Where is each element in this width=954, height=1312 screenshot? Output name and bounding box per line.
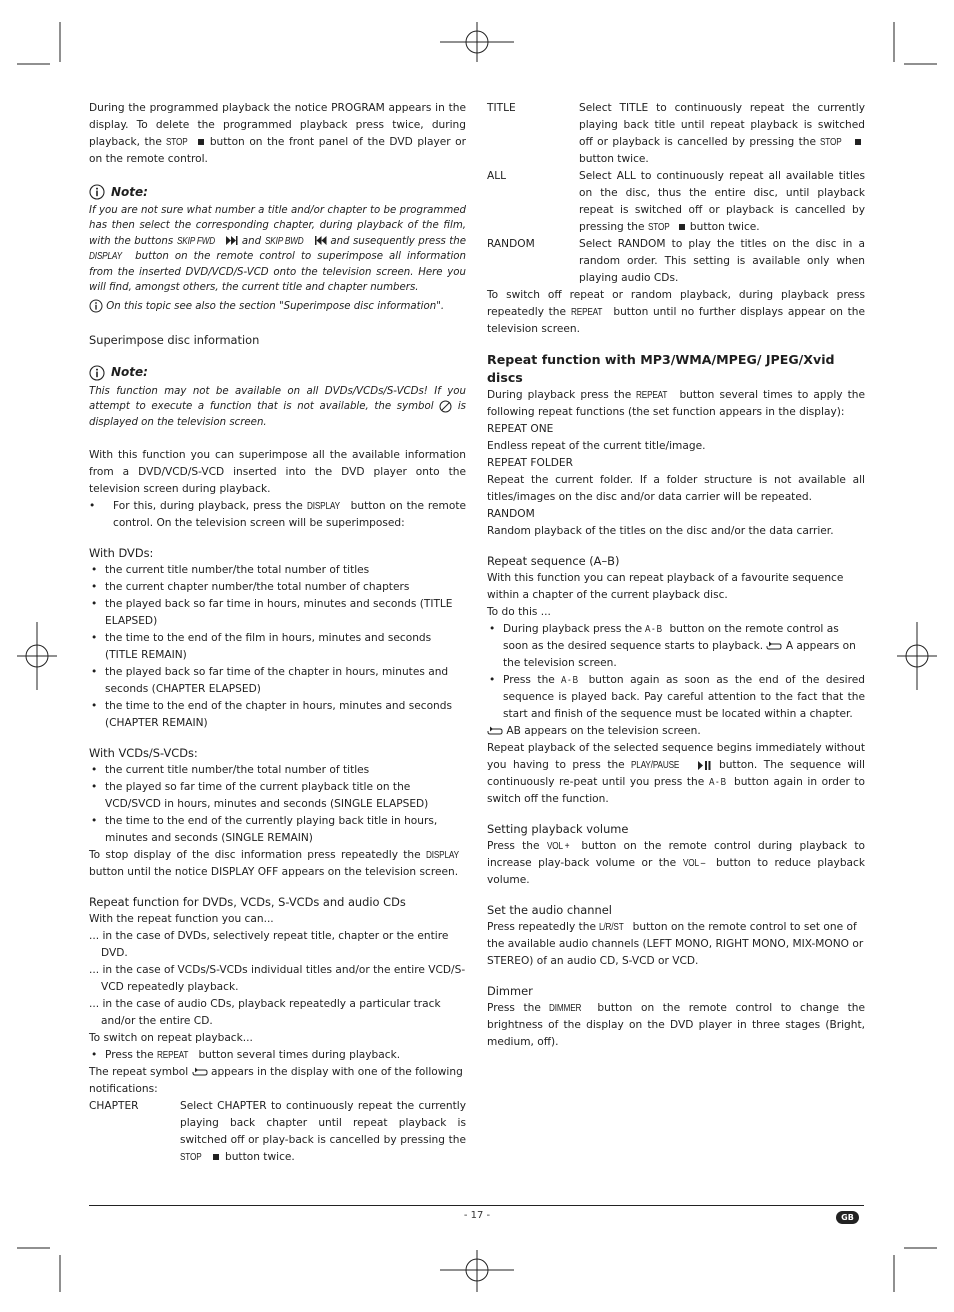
repeat-icon (487, 726, 503, 736)
ab-intro: With this function you can repeat playback of a favourite sequence within a chapter of the current playback disc. (487, 572, 844, 601)
repeat-one-text: Endless repeat of the current title/image. (487, 440, 706, 452)
list-item: • the time to the end of the film in hours, minutes and seconds (TITLE REMAIN) (89, 630, 466, 664)
registration-mark-left (17, 622, 57, 690)
stop-icon (210, 1153, 222, 1161)
ab-todo: To do this ... (487, 606, 551, 618)
right-column (487, 100, 865, 1051)
note-text: This function may not be available on all DVDs/VCDs/S-VCDs! If you attempt to execute a function that is not available, the symbol is displayed on the television screen. (89, 385, 466, 428)
definition-chapter: CHAPTER Select CHAPTER to continuously repeat the currently playing back chapter until repeat playback is switched off or play-back is cancelled by pressing the STOP button twice. (89, 1100, 466, 1164)
repeat-line: ... in the case of VCDs/S-VCDs individual titles and/or the entire VCD/S-VCD repeatedly playback. (89, 964, 466, 994)
list-item: • Press the A - B button again as soon as the end of the desired sequence is played back. Pay careful attention to the fact that the start and finish of the sequence must be located within a chapter. (487, 672, 865, 723)
audio-channel-text: Press repeatedly the L/R/ST button on the remote control to set one of the available audio channels (LEFT MONO, RIGHT MONO, MIX-MONO or STEREO) of an audio CD, S-VCD or VCD. (487, 921, 864, 967)
ab-appears: AB appears on the television screen. (487, 723, 865, 740)
info-icon (89, 365, 105, 381)
registration-mark-bottom (440, 1250, 514, 1292)
registration-mark-right (897, 622, 937, 690)
info-icon (89, 184, 105, 200)
list-item: • the current title number/the total number of titles (89, 762, 466, 779)
dvds-heading: With DVDs: (89, 546, 154, 561)
note-heading: Note: (89, 181, 466, 203)
repeat-folder-text: Repeat the current folder. If a folder structure is not available all titles/images on the disc and/or data carrier will be repeated. (487, 474, 865, 503)
volume-heading: Setting playback volume (487, 822, 629, 836)
repeat-intro: With the repeat function you can... (89, 913, 274, 926)
repeat-dvd-heading: Repeat function for DVDs, VCDs, S-VCDs and audio CDs (89, 895, 406, 910)
list-item: • the current chapter number/the total number of chapters (89, 579, 466, 596)
ab-heading: Repeat sequence (A–B) (487, 554, 620, 568)
skip-forward-icon (226, 236, 238, 245)
ab-after-paragraph: Repeat playback of the selected sequence begins immediately without you having to press the PLAY/PAUSE button. The sequence will continuously re-peat until you press the A - B button again in order to switch off the function. (487, 742, 865, 805)
note-heading: Note: (89, 362, 466, 384)
list-item: • the played back so far time of the chapter in hours, minutes and seconds (CHAPTER ELAPSED) (89, 664, 466, 698)
repeat-line: ... in the case of DVDs, selectively repeat title, chapter or the entire DVD. (89, 930, 449, 960)
definition-random: RANDOM Select RANDOM to play the titles on the disc in a random order. This setting is available only when playing audio CDs. (487, 238, 865, 284)
switch-off-paragraph: To switch off repeat or random playback, during playback press repeatedly the REPEAT button until no further displays appear on the television screen. (487, 289, 866, 335)
repeat-line: ... in the case of audio CDs, playback repeatedly a particular track and/or the entire CD. (89, 998, 441, 1028)
vcds-heading: With VCDs/S-VCDs: (89, 746, 198, 761)
stop-icon (678, 223, 687, 231)
list-item: • the current title number/the total number of titles (89, 562, 466, 579)
random-label: RANDOM (487, 508, 535, 520)
superimpose-description: With this function you can superimpose all the available information from a DVD/VCD/S-VCD inserted into the DVD player onto the television screen during playback. (89, 449, 466, 496)
definition-all: ALL Select ALL to continuously repeat all available titles on the disc, thus the entire disc, until playback repeat is switched off or playback is cancelled by pressing the STOP button twice. (487, 170, 865, 233)
programmed-playback-paragraph: During the programmed playback the notice PROGRAM appears in the display. To delete the programmed playback press twice, during playback, the STOP button on the front panel of the DVD player or on the remote control. (89, 102, 467, 165)
repeat-one-label: REPEAT ONE (487, 423, 554, 435)
not-available-icon (439, 400, 452, 413)
random-text: Random playback of the titles on the disc and/or the data carrier. (487, 525, 834, 537)
stop-icon (851, 138, 865, 146)
list-item: • Press the REPEAT button several times during playback. (89, 1047, 466, 1064)
repeat-folder-label: REPEAT FOLDER (487, 457, 573, 469)
superimpose-heading: Superimpose disc information (89, 332, 260, 347)
footer-rule (89, 1205, 864, 1206)
list-item: • the time to the end of the chapter in hours, minutes and seconds (CHAPTER REMAIN) (89, 698, 466, 732)
mp3-intro: During playback press the REPEAT button several times to apply the following repeat functions (the set function appears in the display): (487, 389, 865, 418)
dimmer-heading: Dimmer (487, 984, 533, 998)
mp3-repeat-heading: Repeat function with MP3/WMA/MPEG/ JPEG/Xvid discs (487, 352, 835, 385)
repeat-line: To switch on repeat playback... (89, 1032, 253, 1045)
dimmer-text: Press the DIMMER button on the remote control to change the brightness of the display on the DVD player in three stages (Bright, medium, off). (487, 1002, 865, 1048)
info-icon (89, 299, 103, 313)
note-text: If you are not sure what number a title and/or chapter to be programmed has then select the corresponding chapter, during playback of the film, with the buttons SKIP FWD and SKIP BWD and susequently press the DISPLAY button on the remote control to superimpose all information from the inserted DVD/VCD/S-VCD onto the television screen. Here you will find, amongst others, the current title and chapter numbers. (89, 205, 466, 294)
repeat-symbol-paragraph: The repeat symbol appears in the display with one of the following notifications: (89, 1066, 463, 1096)
list-item: • During playback press the A - B button on the remote control as soon as the desired sequence starts to playback. A appears on the television screen. (487, 621, 865, 672)
volume-text: Press the VOL + button on the remote control during playback to increase play-back volume or the VOL – button to reduce playback volume. (487, 840, 865, 886)
repeat-icon (192, 1067, 208, 1077)
list-item: • the time to the end of the currently playing back title in hours, minutes and seconds (SINGLE REMAIN) (89, 813, 466, 847)
note-topic-reference: On this topic see also the section "Superimpose disc information". (89, 299, 466, 314)
skip-backward-icon (315, 236, 327, 245)
page-number: - 17 - (463, 1210, 491, 1221)
registration-mark-top (440, 22, 514, 62)
audio-channel-heading: Set the audio channel (487, 903, 612, 917)
list-item: • the played back so far time in hours, minutes and seconds (TITLE ELAPSED) (89, 596, 466, 630)
list-item: • the played so far time of the current playback title on the VCD/SVCD in hours, minutes and seconds (SINGLE ELAPSED) (89, 779, 466, 813)
stop-display-paragraph: To stop display of the disc information press repeatedly the DISPLAY button until the notice DISPLAY OFF appears on the television screen. (89, 849, 459, 879)
repeat-icon (766, 641, 782, 651)
left-column (89, 100, 466, 1166)
country-badge: GB (836, 1211, 859, 1224)
play-pause-icon (696, 761, 712, 770)
list-item: • For this, during playback, press the DISPLAY button on the remote control. On the television screen will be superimposed: (89, 498, 466, 532)
definition-title: TITLE Select TITLE to continuously repeat the currently playing back title until repeat playback is switched off or playback is cancelled by pressing the STOP button twice. (487, 102, 865, 165)
